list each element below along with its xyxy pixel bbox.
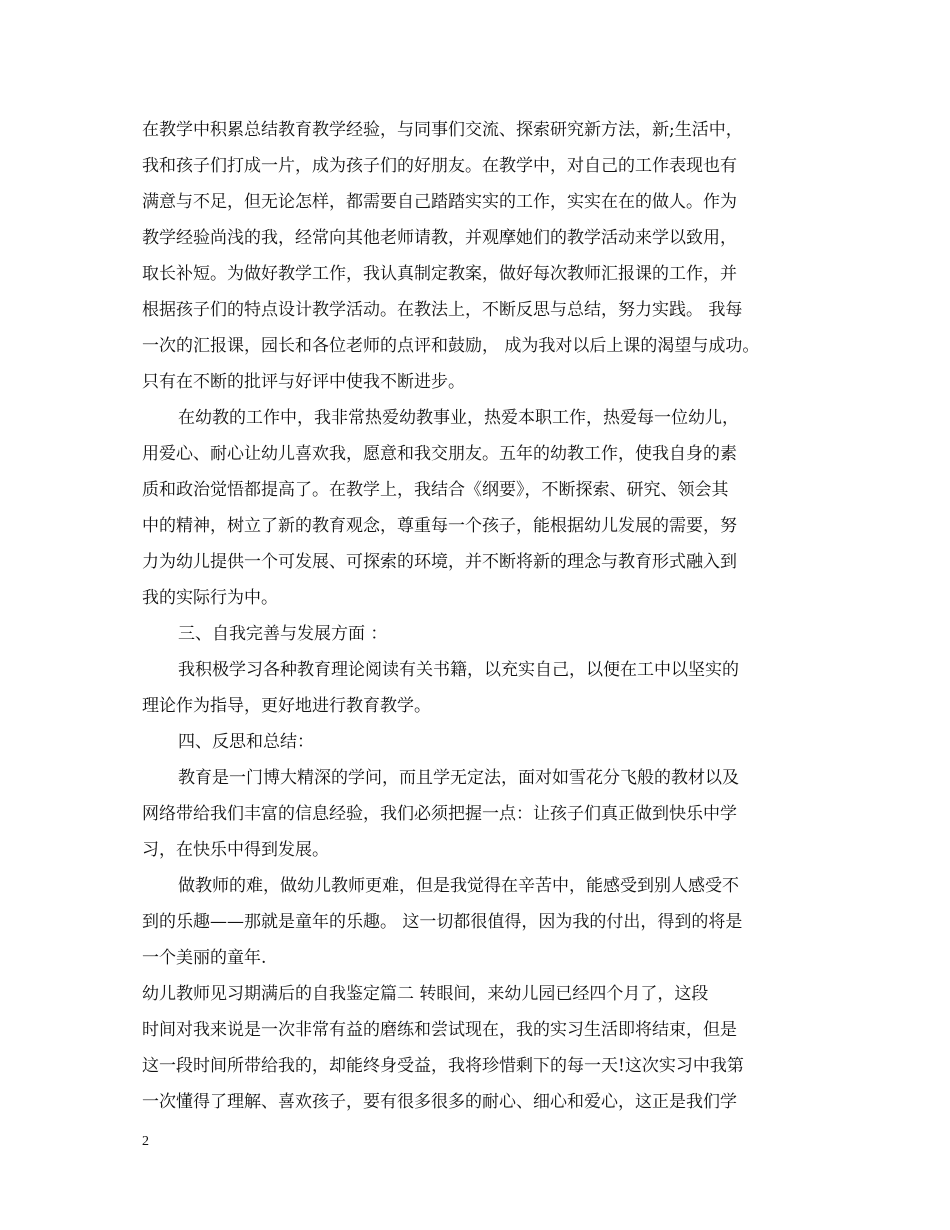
text-line: 教学经验尚浅的我，经常向其他老师请教，并观摩她们的教学活动来学以致用， [142,228,737,248]
page-number: 2 [142,1134,149,1149]
text-line: 幼儿教师见习期满后的自我鉴定篇二 转眼间，来幼儿园已经四个月了，这段 [142,984,709,1004]
text-line: 做教师的难，做幼儿教师更难，但是我觉得在辛苦中，能感受到别人感受不 [178,876,739,896]
text-line: 一次懂得了理解、喜欢孩子，要有很多很多的耐心、细心和爱心，这正是我们学 [142,1092,737,1112]
text-line: 在幼教的工作中，我非常热爱幼教事业，热爱本职工作，热爱每一位幼儿， [178,408,739,428]
text-line: 一次的汇报课，园长和各位老师的点评和鼓励， 成为我对以后上课的渴望与成功。 [142,336,760,356]
text-line: 三、自我完善与发展方面 ： [178,624,388,644]
text-line: 取长补短。为做好教学工作，我认真制定教案，做好每次教师汇报课的工作，并 [142,264,737,284]
text-line: 四、反思和总结： [178,732,314,752]
body-text [142,112,832,1120]
text-line: 这一段时间所带给我的，却能终身受益，我将珍惜剩下的每一天!这次实习中我第 [142,1056,744,1076]
text-line: 根据孩子们的特点设计教学活动。在教法上，不断反思与总结，努力实践。 我每 [142,300,743,320]
text-line: 用爱心、耐心让幼儿喜欢我，愿意和我交朋友。五年的幼教工作，使我自身的素 [142,444,737,464]
text-line: 质和政治觉悟都提高了。在教学上，我结合《纲要》，不断探索、研究、领会其 [142,480,729,500]
text-line: 网络带给我们丰富的信息经验，我们必须把握一点：让孩子们真正做到快乐中学 [142,804,737,824]
text-line: 力为幼儿提供一个可发展、可探索的环境，并不断将新的理念与教育形式融入到 [142,552,737,572]
text-line: 我积极学习各种教育理论阅读有关书籍，以充实自己，以便在工中以坚实的 [178,660,739,680]
text-line: 中的精神，树立了新的教育观念，尊重每一个孩子，能根据幼儿发展的需要，努 [142,516,737,536]
text-line: 我和孩子们打成一片，成为孩子们的好朋友。在教学中，对自己的工作表现也有 [142,156,737,176]
text-line: 到的乐趣——那就是童年的乐趣。 这一切都很值得，因为我的付出，得到的将是 [142,912,743,932]
text-line: 教育是一门博大精深的学问，而且学无定法，面对如雪花分飞般的教材以及 [178,768,739,788]
text-line: 只有在不断的批评与好评中使我不断进步。 [142,372,465,392]
text-line: 满意与不足，但无论怎样，都需要自己踏踏实实的工作，实实在在的做人。作为 [142,192,737,212]
text-line: 理论作为指导，更好地进行教育教学。 [142,696,431,716]
text-line: 我的实际行为中。 [142,588,278,608]
text-line: 习，在快乐中得到发展。 [142,840,329,860]
text-line: 在教学中积累总结教育教学经验，与同事们交流、探索研究新方法，新;生活中， [142,120,743,140]
text-line: 一个美丽的童年. [142,948,267,968]
text-line: 时间对我来说是一次非常有益的磨练和尝试现在，我的实习生活即将结束，但是 [142,1020,737,1040]
